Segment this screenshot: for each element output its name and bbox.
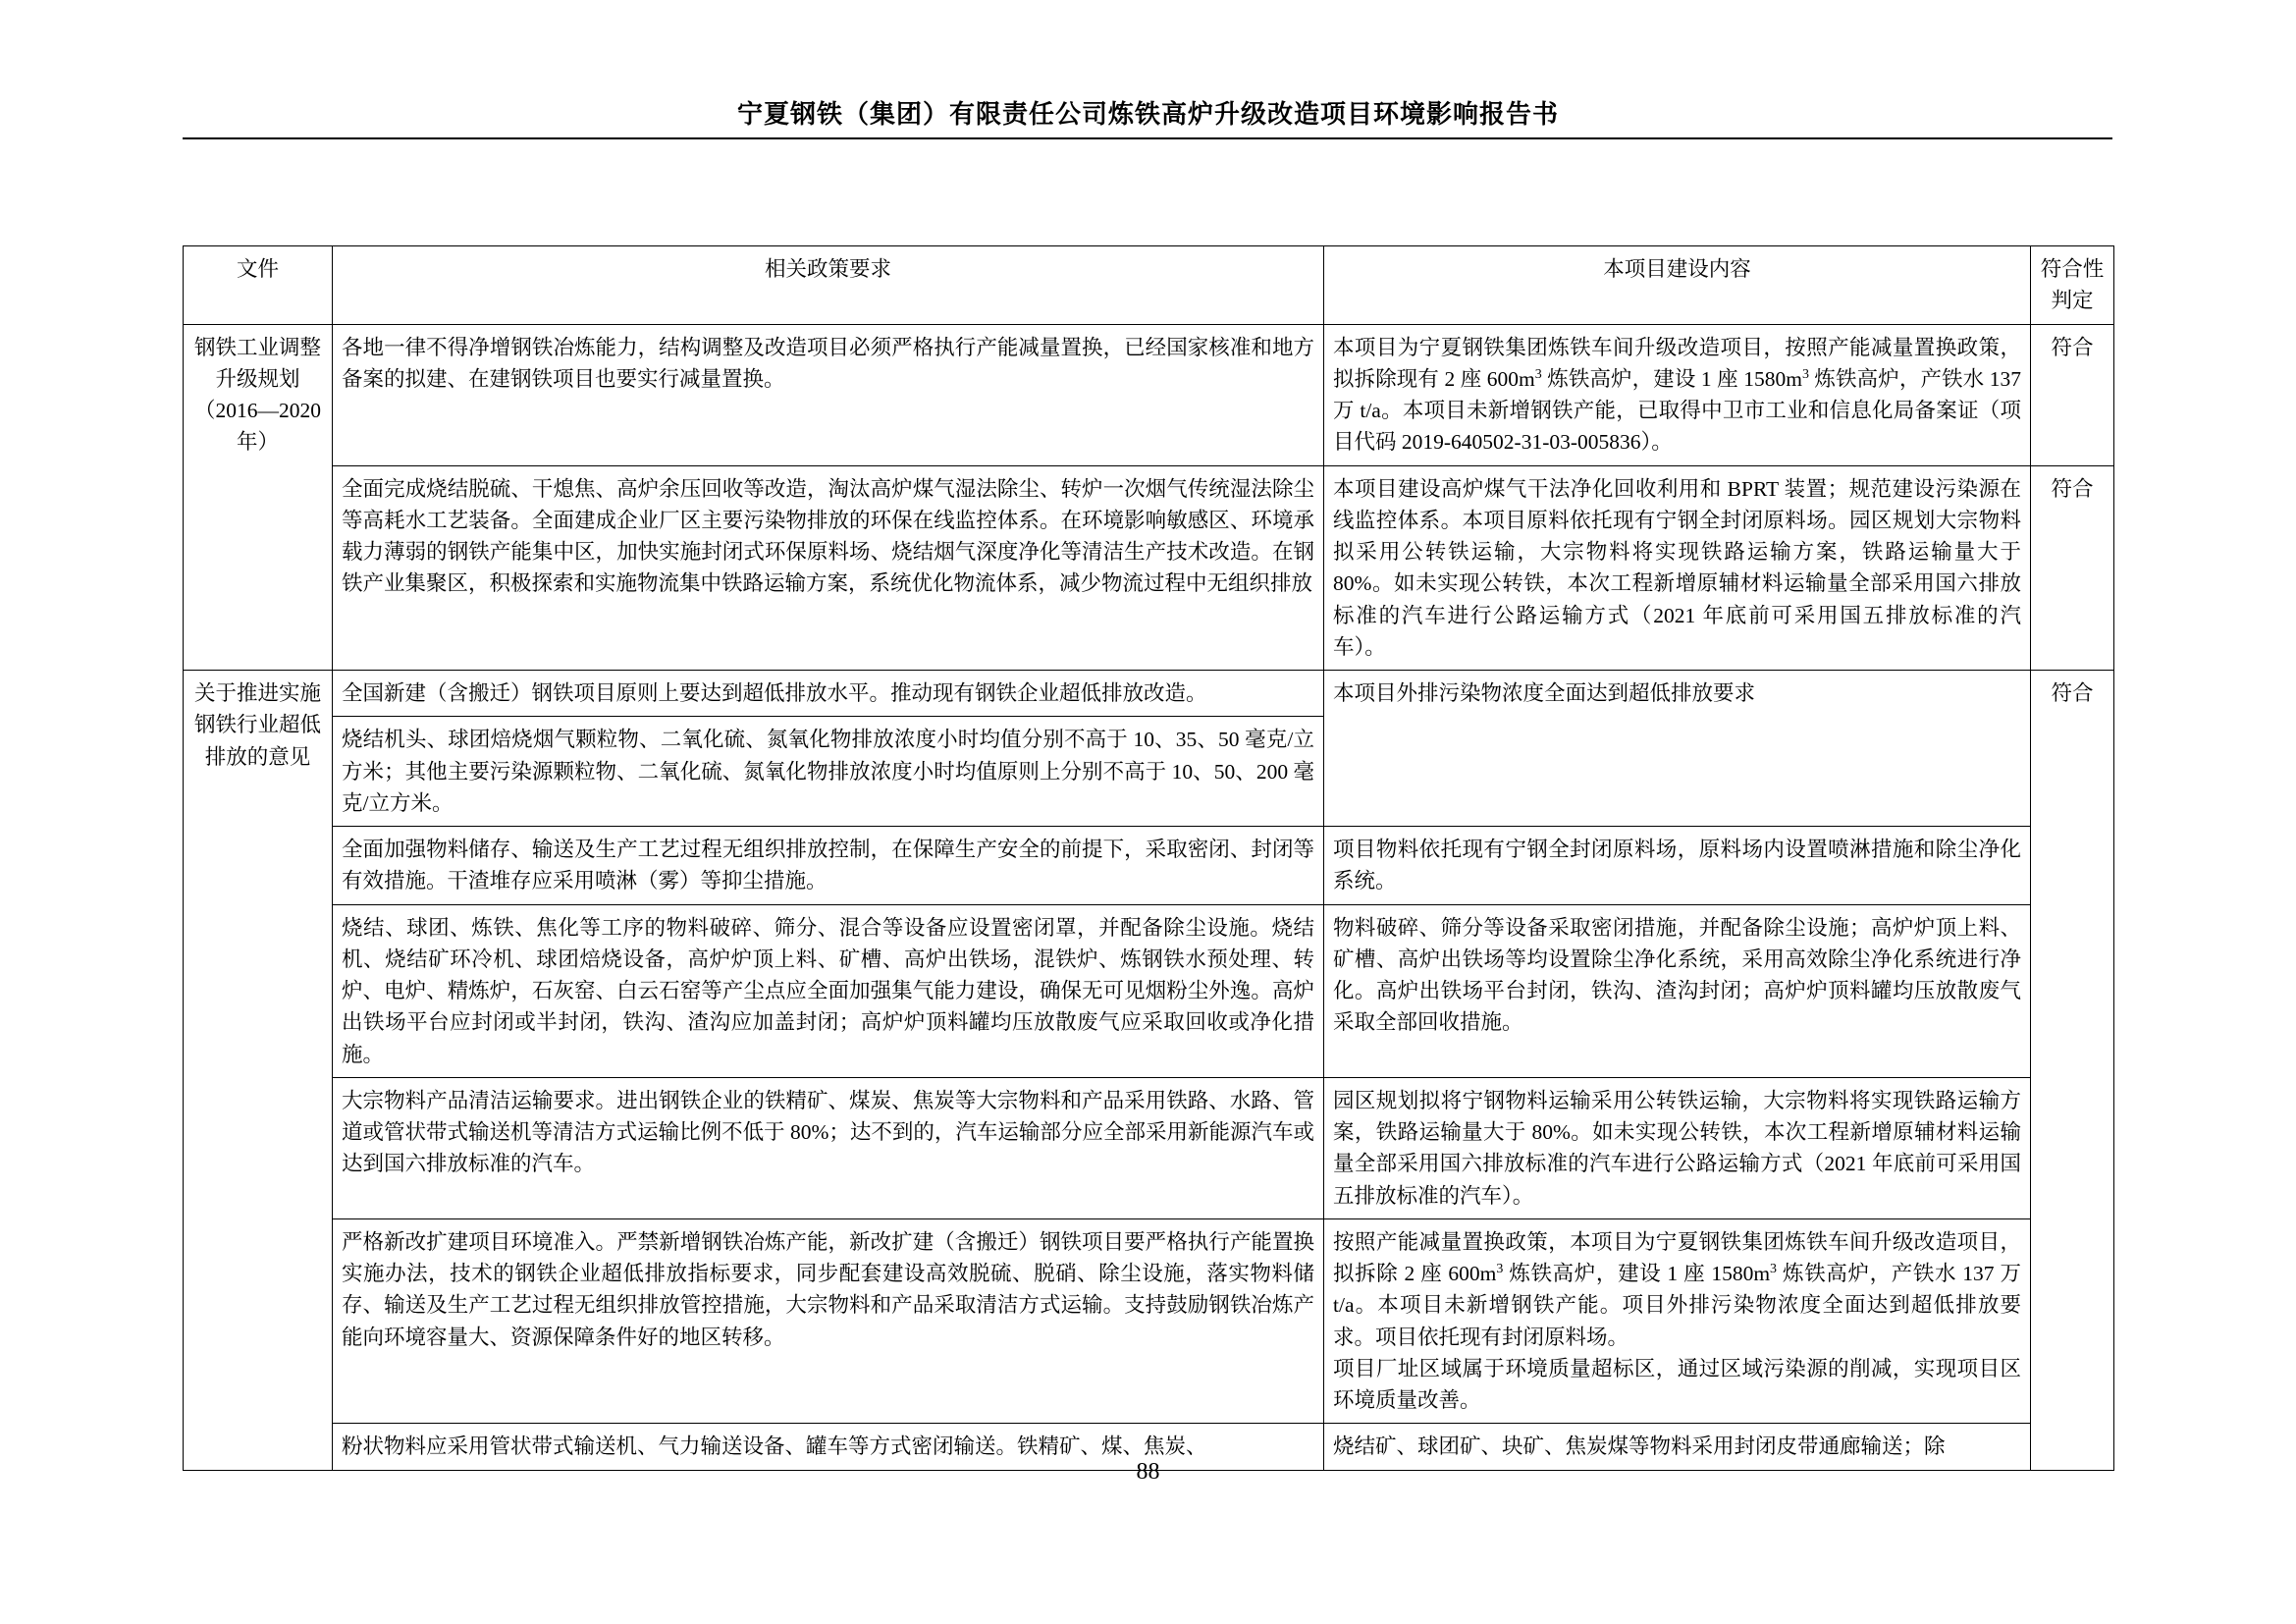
file-label-line: 钢铁行业超低 [193,713,321,737]
table-row [184,904,2114,1077]
table-row [184,1218,2114,1424]
table-row [184,671,2114,717]
file-label-line: 排放的意见 [204,744,311,769]
policy-conformity-table [183,245,2114,1471]
policy-cell: 全国新建（含搬迁）钢铁项目原则上要达到超低排放水平。推动现有钢铁企业超低排放改造。 [333,671,1324,717]
project-cell: 按照产能减量置换政策，本项目为宁夏钢铁集团炼铁车间升级改造项目，拟拆除 2 座 $600m^3$ 炼铁高炉，建设 1 座 $1580m^3$ 炼铁高炉，产铁水 137 万 t/a。本项目未新增钢铁产能。项目外排污染物浓度全面达到超低排放要求。项目依托现有封闭原料场。 项目厂址区域属于环境质量超标区，通过区域污染源的削减，实现项目区环境质量改善。 [1324,1218,2031,1424]
project-cell: 本项目为宁夏钢铁集团炼铁车间升级改造项目，按照产能减量置换政策，拟拆除现有 2 座 $600m^3$ 炼铁高炉，建设 1 座 $1580m^3$ 炼铁高炉，产铁水 137 万 t/a。本项目未新增钢铁产能，已取得中卫市工业和信息化局备案证（项目代码 2019-640502-31-03-005836）。 [1324,324,2031,465]
page-header-title: 宁夏钢铁（集团）有限责任公司炼铁高炉升级改造项目环境影响报告书 [736,100,1559,129]
policy-cell: 各地一律不得净增钢铁冶炼能力，结构调整及改造项目必须严格执行产能减量置换，已经国家核准和地方备案的拟建、在建钢铁项目也要实行减量置换。 [333,324,1324,465]
file-cell-group2 [184,671,333,1471]
table-row [184,1077,2114,1218]
header-cell-policy: 相关政策要求 [333,246,1324,325]
file-label-line: 钢铁工业调整 [193,335,321,359]
project-cell: 园区规划拟将宁钢物料运输采用公转铁运输，大宗物料将实现铁路运输方案，铁路运输量大于 80%。如未实现公转铁，本次工程新增原辅材料运输量全部采用国六排放标准的汽车进行公路运输方式（2021 年底前可采用国五排放标准的汽车）。 [1324,1077,2031,1218]
project-cell: 烧结矿、球团矿、块矿、焦炭煤等物料采用封闭皮带通廊输送；除 [1324,1424,2031,1470]
policy-conformity-table-wrapper [183,245,2113,1471]
file-cell-group1 [184,324,333,671]
project-cell: 物料破碎、筛分等设备采取密闭措施，并配备除尘设施；高炉炉顶上料、矿槽、高炉出铁场等均设置除尘净化系统，采用高效除尘净化系统进行净化。高炉出铁场平台封闭，铁沟、渣沟封闭；高炉炉顶料罐均压放散废气采取全部回收措施。 [1324,904,2031,1077]
policy-cell: 烧结机头、球团焙烧烟气颗粒物、二氧化硫、氮氧化物排放浓度小时均值分别不高于 10、35、50 毫克/立方米；其他主要污染源颗粒物、二氧化硫、氮氧化物排放浓度小时均值原则上分别不高于 10、50、200 毫克/立方米。 [333,717,1324,827]
file-label-line: 年） [236,430,279,455]
project-cell: 项目物料依托现有宁钢全封闭原料场，原料场内设置喷淋措施和除尘净化系统。 [1324,827,2031,905]
header-cell-file: 文件 [184,246,333,325]
policy-cell: 粉状物料应采用管状带式输送机、气力输送设备、罐车等方式密闭输送。铁精矿、煤、焦炭、 [333,1424,1324,1470]
header-cell-project: 本项目建设内容 [1324,246,2031,325]
header-divider [183,137,2112,139]
table-header-row [184,246,2114,325]
table-row [184,465,2114,671]
conformity-cell: 符合 [2031,465,2114,671]
header-cell-conformity [2031,246,2114,325]
file-label-line: （2016—2020 [193,399,321,422]
project-cell: 本项目建设高炉煤气干法净化回收利用和 BPRT 装置；规范建设污染源在线监控体系。本项目原料依托现有宁钢全封闭原料场。园区规划大宗物料拟采用公转铁运输，大宗物料将实现铁路运输方案，铁路运输量大于 80%。如未实现公转铁，本次工程新增原辅材料运输量全部采用国六排放标准的汽车进行公路运输方式（2021 年底前可采用国五排放标准的汽车）。 [1324,465,2031,671]
policy-cell: 全面完成烧结脱硫、干熄焦、高炉余压回收等改造，淘汰高炉煤气湿法除尘、转炉一次烟气传统湿法除尘等高耗水工艺装备。全面建成企业厂区主要污染物排放的环保在线监控体系。在环境影响敏感区、环境承载力薄弱的钢铁产能集中区，加快实施封闭式环保原料场、烧结烟气深度净化等清洁生产技术改造。在钢铁产业集聚区，积极探索和实施物流集中铁路运输方案，系统优化物流体系，减少物流过程中无组织排放 [333,465,1324,671]
file-label-line: 关于推进实施 [193,681,321,705]
table-row [184,324,2114,465]
header-conformity-line1: 符合性 [2040,257,2105,281]
header-conformity-line2: 判定 [2051,289,2094,313]
policy-cell: 全面加强物料储存、输送及生产工艺过程无组织排放控制，在保障生产安全的前提下，采取密闭、封闭等有效措施。干渣堆存应采用喷淋（雾）等抑尘措施。 [333,827,1324,905]
page-number: 88 [1136,1459,1160,1485]
policy-cell: 大宗物料产品清洁运输要求。进出钢铁企业的铁精矿、煤炭、焦炭等大宗物料和产品采用铁路、水路、管道或管状带式输送机等清洁方式运输比例不低于 80%；达不到的，汽车运输部分应全部采用新能源汽车或达到国六排放标准的汽车。 [333,1077,1324,1218]
policy-cell: 烧结、球团、炼铁、焦化等工序的物料破碎、筛分、混合等设备应设置密闭罩，并配备除尘设施。烧结机、烧结矿环冷机、球团焙烧设备，高炉炉顶上料、矿槽、高炉出铁场，混铁炉、炼钢铁水预处理、转炉、电炉、精炼炉，石灰窑、白云石窑等产尘点应全面加强集气能力建设，确保无可见烟粉尘外逸。高炉出铁场平台应封闭或半封闭，铁沟、渣沟应加盖封闭；高炉炉顶料罐均压放散废气应采取回收或净化措施。 [333,904,1324,1077]
table-row [184,827,2114,905]
policy-cell: 严格新改扩建项目环境准入。严禁新增钢铁冶炼产能，新改扩建（含搬迁）钢铁项目要严格执行产能置换实施办法，技术的钢铁企业超低排放指标要求，同步配套建设高效脱硫、脱硝、除尘设施，落实物料储存、输送及生产工艺过程无组织排放管控措施，大宗物料和产品采取清洁方式运输。支持鼓励钢铁冶炼产能向环境容量大、资源保障条件好的地区转移。 [333,1218,1324,1424]
file-label-line: 升级规划 [215,366,300,391]
conformity-cell: 符合 [2031,324,2114,465]
project-cell: 本项目外排污染物浓度全面达到超低排放要求 [1324,671,2031,827]
conformity-cell-group2: 符合 [2031,671,2114,1471]
